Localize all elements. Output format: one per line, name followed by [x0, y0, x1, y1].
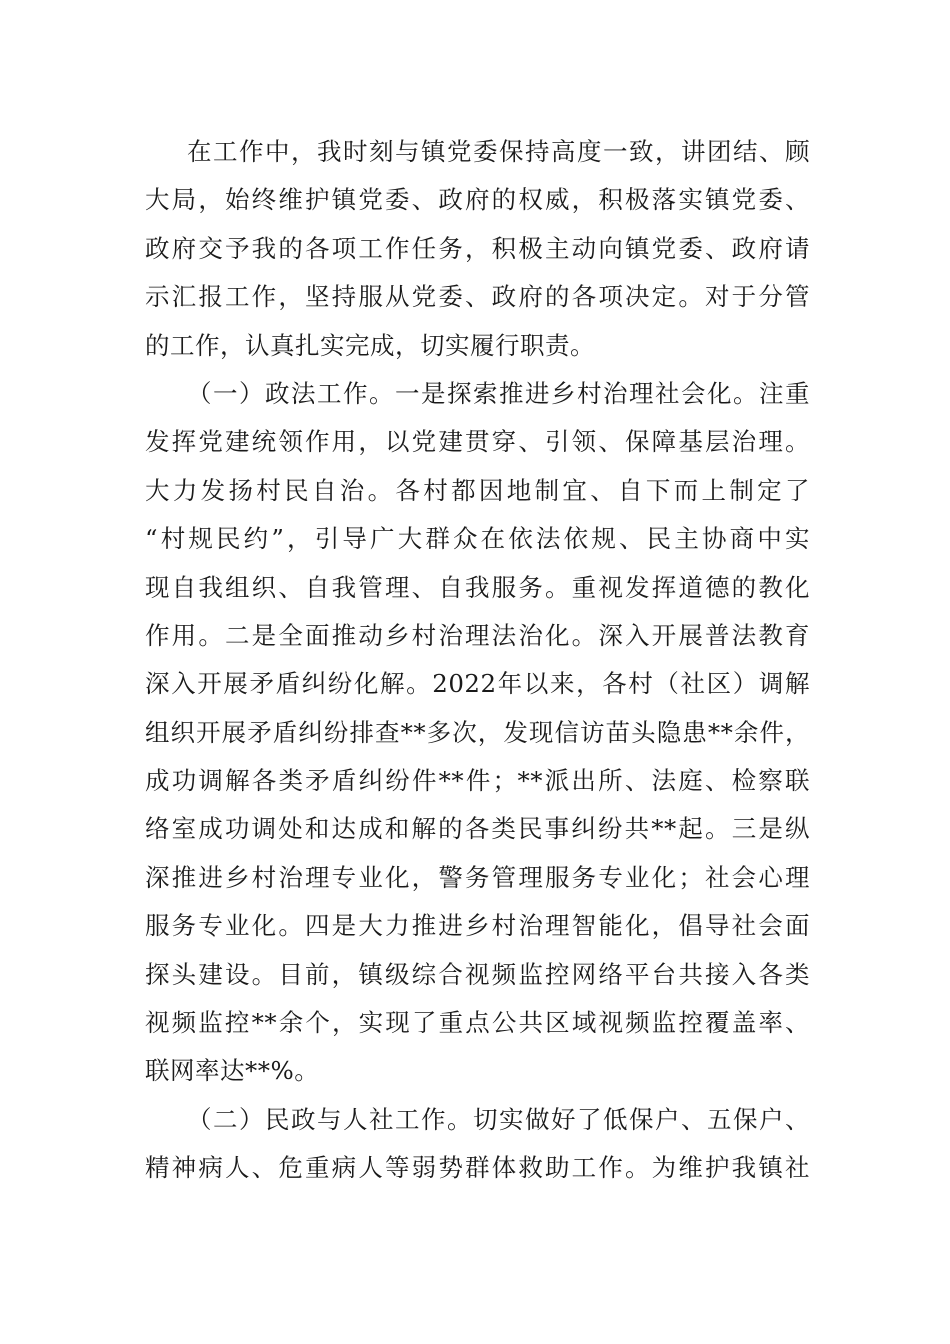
text-line: 示汇报工作，坚持服从党委、政府的各项决定。对于分管 [145, 282, 810, 312]
text-line: “村规民约”，引导广大群众在依法依规、民主协商中实 [145, 524, 810, 554]
text-line: 精神病人、危重病人等弱势群体救助工作。为维护我镇社 [145, 1153, 810, 1183]
text-line: 现自我组织、自我管理、自我服务。重视发挥道德的教化 [145, 572, 810, 602]
text-line: 的工作，认真扎实完成，切实履行职责。 [145, 330, 595, 360]
text-line: 视频监控**余个，实现了重点公共区域视频监控覆盖率、 [145, 1008, 810, 1038]
text-line: 大力发扬村民自治。各村都因地制宜、自下而上制定了 [145, 475, 810, 505]
text-line: 作用。二是全面推动乡村治理法治化。深入开展普法教育 [145, 620, 810, 650]
document-body [145, 128, 810, 1193]
text-line: （二）民政与人社工作。切实做好了低保户、五保户、 [187, 1104, 810, 1134]
text-line: 探头建设。目前，镇级综合视频监控网络平台共接入各类 [145, 959, 810, 989]
text-line: 成功调解各类矛盾纠纷件**件；**派出所、法庭、检察联 [145, 766, 810, 796]
text-line: （一）政法工作。一是探索推进乡村治理社会化。注重 [187, 378, 810, 408]
text-line: 大局，始终维护镇党委、政府的权威，积极落实镇党委、 [145, 185, 810, 215]
text-line: 络室成功调处和达成和解的各类民事纠纷共**起。三是纵 [145, 814, 810, 844]
text-line: 组织开展矛盾纠纷排查**多次，发现信访苗头隐患**余件， [145, 717, 810, 747]
text-line: 在工作中，我时刻与镇党委保持高度一致，讲团结、顾 [187, 137, 810, 166]
text-line: 发挥党建统领作用，以党建贯穿、引领、保障基层治理。 [145, 427, 810, 457]
text-line: 深推进乡村治理专业化，警务管理服务专业化；社会心理 [145, 862, 810, 892]
text-line: 联网率达**%。 [145, 1056, 320, 1086]
text-line: 深入开展矛盾纠纷化解。2022年以来，各村（社区）调解 [145, 669, 810, 699]
text-line: 服务专业化。四是大力推进乡村治理智能化，倡导社会面 [145, 911, 810, 941]
text-line: 政府交予我的各项工作任务，积极主动向镇党委、政府请 [145, 233, 810, 263]
